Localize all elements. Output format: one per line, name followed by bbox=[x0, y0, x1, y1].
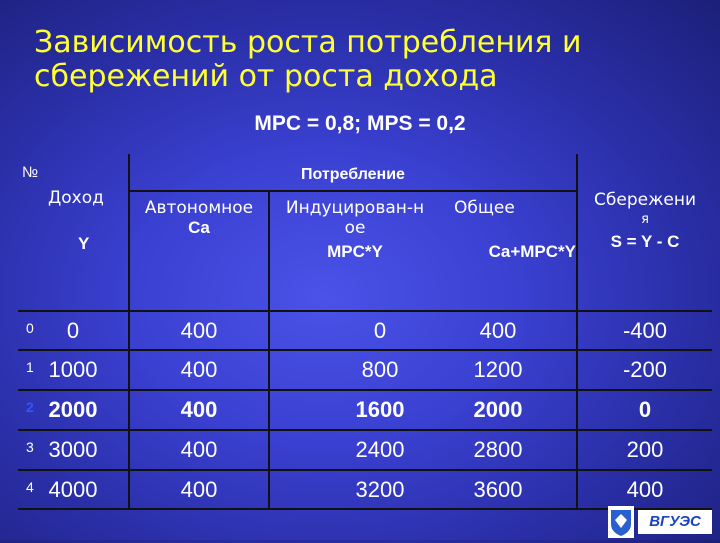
slide-title bbox=[34, 26, 674, 94]
grid-line bbox=[18, 310, 712, 312]
grid-line bbox=[18, 349, 712, 351]
university-logo bbox=[608, 506, 712, 538]
header-induced-label-1: Индуцирован-н bbox=[285, 198, 425, 218]
header-total-label: Общее bbox=[454, 198, 515, 218]
grid-line bbox=[18, 389, 712, 391]
cell-autonomous: 400 bbox=[180, 437, 218, 462]
cell-savings: 400 bbox=[626, 477, 664, 502]
header-income-symbol: Y bbox=[78, 234, 90, 253]
grid-line bbox=[18, 469, 712, 471]
cell-autonomous: 400 bbox=[180, 357, 218, 382]
slide-title-line-2: сбережений от роста дохода bbox=[34, 59, 498, 94]
cell-induced: 2400 bbox=[355, 437, 405, 462]
cell-total: 1200 bbox=[473, 357, 523, 382]
row-index: 4 bbox=[26, 479, 34, 495]
header-total-symbol: Ca+MPC*Y bbox=[488, 242, 576, 261]
cell-income: 2000 bbox=[48, 397, 98, 422]
header-savings-label-2: я bbox=[641, 212, 649, 227]
cell-savings: -200 bbox=[622, 357, 668, 382]
formula: MPC = 0,8; MPS = 0,2 bbox=[254, 112, 466, 135]
header-autonomous-label: Автономное bbox=[144, 198, 254, 218]
cell-total: 3600 bbox=[473, 477, 523, 502]
cell-savings: 0 bbox=[638, 397, 652, 422]
row-index: 2 bbox=[26, 399, 34, 415]
header-savings-label-1: Сбережени bbox=[594, 190, 696, 210]
grid-line bbox=[130, 190, 576, 192]
data-table bbox=[18, 154, 712, 510]
cell-total: 2000 bbox=[473, 397, 523, 422]
header-autonomous-symbol: Ca bbox=[188, 218, 210, 237]
cell-income: 0 bbox=[66, 318, 80, 343]
cell-induced: 800 bbox=[361, 357, 399, 382]
cell-income: 4000 bbox=[48, 477, 98, 502]
cell-income: 1000 bbox=[48, 357, 98, 382]
cell-savings: 200 bbox=[626, 437, 664, 462]
slide-title-line-1: Зависимость роста потребления и bbox=[34, 25, 582, 60]
university-logo-text: ВГУЭС bbox=[649, 513, 701, 530]
row-index: 3 bbox=[26, 439, 34, 455]
cell-total: 2800 bbox=[473, 437, 523, 462]
header-consumption: Потребление bbox=[301, 166, 405, 183]
header-induced-label-2: ое bbox=[344, 218, 366, 238]
header-number: № bbox=[22, 164, 39, 181]
header-income-label: Доход bbox=[48, 188, 104, 208]
cell-induced: 3200 bbox=[355, 477, 405, 502]
cell-autonomous: 400 bbox=[180, 397, 218, 422]
cell-savings: -400 bbox=[622, 318, 668, 343]
row-index: 1 bbox=[26, 359, 34, 375]
cell-autonomous: 400 bbox=[180, 318, 218, 343]
cell-income: 3000 bbox=[48, 437, 98, 462]
row-index: 0 bbox=[26, 320, 34, 336]
cell-autonomous: 400 bbox=[180, 477, 218, 502]
cell-induced: 1600 bbox=[355, 397, 405, 422]
grid-line bbox=[18, 429, 712, 431]
header-induced-symbol: MPC*Y bbox=[327, 242, 383, 261]
header-savings-symbol: S = Y - C bbox=[610, 232, 680, 251]
cell-total: 400 bbox=[479, 318, 517, 343]
cell-induced: 0 bbox=[373, 318, 387, 343]
